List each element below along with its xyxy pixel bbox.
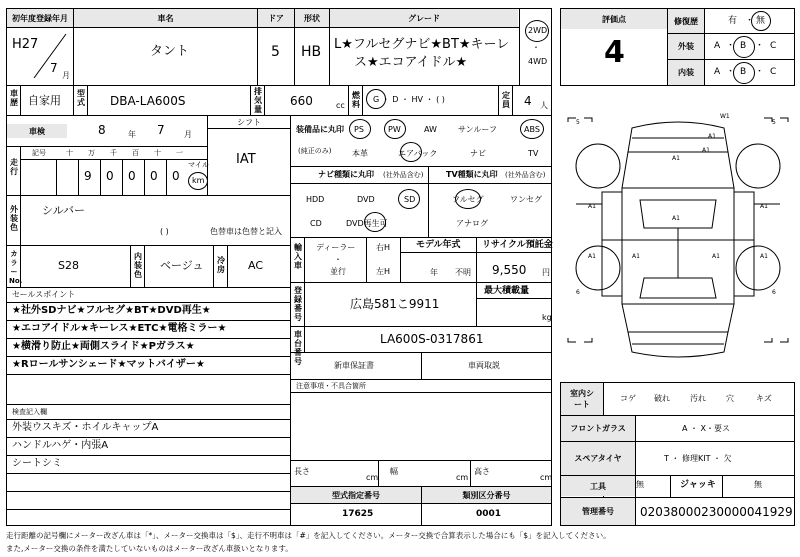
wheel-number-fr: 5 xyxy=(772,119,776,126)
inspection-month-unit: 月 xyxy=(184,130,192,139)
mileage-unit-km: km xyxy=(192,176,205,185)
navi-label: ナビ種類に丸印 xyxy=(318,170,374,179)
mileage-h5: 十 xyxy=(154,149,161,157)
reg-month: 7 xyxy=(50,61,58,75)
repair-opt-no: 無 xyxy=(756,16,766,26)
footer-line-1: 走行距離の記号欄にメーター改ざん車は「*」、メーター交換車は「$」、走行不明車は「#」を記入してください。メーター交換で合算表示した場合にも「$」を記入してください。 xyxy=(6,531,611,540)
equip-sunroof: サンルーフ xyxy=(458,125,497,134)
ac-label: 冷房 xyxy=(217,256,225,274)
navi-hdd: HDD xyxy=(306,195,325,204)
shift-label: シフト xyxy=(208,116,290,128)
seat-opt-1: 破れ xyxy=(654,394,670,403)
exterior-opt-c: C xyxy=(770,41,777,51)
exterior-dot1: ・ xyxy=(726,41,736,51)
dim-height-unit: cm xyxy=(540,473,553,482)
max-load-label: 最大積載量 xyxy=(484,286,530,296)
color-no-value: S28 xyxy=(58,259,79,272)
inspector-line-3: シートシミ xyxy=(12,458,62,469)
shift-value: IAT xyxy=(236,152,256,167)
inspector-line-1: 外装ウスキズ・ホイルキャップA xyxy=(12,422,159,433)
windshield-options: A ・ X・要ス xyxy=(682,424,731,433)
tv-label: TV種類に丸印 xyxy=(446,170,498,179)
mark-a1: A1 xyxy=(702,147,710,154)
navi-dvdplay: DVD再生可 xyxy=(346,219,388,228)
mileage-h3: 千 xyxy=(110,149,117,157)
jack-value: 無 xyxy=(754,480,762,489)
class-number-value: 0001 xyxy=(476,509,502,519)
inspector-line-2: ハンドルハゲ・内張A xyxy=(12,440,109,451)
inspection-year-unit: 年 xyxy=(128,130,136,139)
exterior-dot2: ・ xyxy=(755,41,765,51)
mark-a1: A1 xyxy=(588,203,596,210)
equip-ps: PS xyxy=(354,125,364,134)
tools-label: 工具 xyxy=(561,476,635,496)
import-right: 右H xyxy=(376,243,391,252)
seat-opt-3: 穴 xyxy=(726,394,734,403)
mileage-digit-1: 9 xyxy=(84,169,92,183)
chassis-label: 車台番号 xyxy=(294,330,302,366)
mileage-h4: 百 xyxy=(132,149,139,157)
color-value: シルバー xyxy=(42,204,85,217)
mileage-unit-mile: マイル xyxy=(188,161,209,169)
model-year-unknown: 不明 xyxy=(455,268,471,277)
chassis-value: LA600S-0317861 xyxy=(380,332,484,346)
car-name-value: タント xyxy=(150,44,190,59)
interior-eval-label: 内装 xyxy=(668,60,704,85)
color-label: 外装色 xyxy=(10,205,18,232)
reg-month-unit: 月 xyxy=(62,71,70,80)
interior-opt-b: B xyxy=(740,67,747,77)
wheel-number-rr: 6 xyxy=(772,289,776,296)
tools-value: 無 xyxy=(636,480,644,489)
seat-label: 室内シート xyxy=(561,383,603,415)
shape-label: 形状 xyxy=(295,9,329,27)
recycle-value: 9,550 xyxy=(492,263,527,277)
equip-aw: AW xyxy=(424,125,437,134)
import-dot: ・ xyxy=(334,255,342,264)
notes-label: 注意事項・不具合箇所 xyxy=(296,382,366,390)
fuel-label: 燃料 xyxy=(352,91,360,109)
dim-height-label: 高さ xyxy=(474,467,490,476)
equip-pw: PW xyxy=(388,125,401,134)
use-label: 車歴 xyxy=(10,89,18,107)
spare-options: T ・ 修理KIT ・ 欠 xyxy=(664,454,732,463)
interior-label: 内装色 xyxy=(134,252,142,279)
wheel-number-fl: 5 xyxy=(576,119,580,126)
repair-opt-yes: 有 xyxy=(728,16,738,26)
grade-line1: L★フルセグナビ★BT★キーレ xyxy=(334,37,510,52)
navi-sd: SD xyxy=(404,195,416,204)
capacity-label: 定員 xyxy=(502,91,510,109)
dim-width-unit: cm xyxy=(456,473,469,482)
warranty-manual: 車両取説 xyxy=(468,361,500,370)
repair-dot: ・ xyxy=(745,16,755,26)
capacity-value: 4 xyxy=(524,94,532,108)
import-left: 左H xyxy=(376,267,391,276)
mark-a1: A1 xyxy=(672,215,680,222)
mileage-h2: 万 xyxy=(88,149,95,157)
mileage-digit-4: 0 xyxy=(150,169,158,183)
equip-navi: ナビ xyxy=(470,149,486,158)
dim-width-label: 幅 xyxy=(390,467,398,476)
tv-sub: (社外品含む) xyxy=(505,171,546,179)
drive-2wd: 2WD xyxy=(528,26,548,35)
sales-line-1: ★社外SDナビ★フルセグ★BT★DVD再生★ xyxy=(12,305,211,316)
model-year-unit: 年 xyxy=(430,268,438,277)
sales-points-label: セールスポイント xyxy=(12,290,76,299)
exterior-opt-b: B xyxy=(740,41,747,51)
grade-label: グレード xyxy=(330,9,518,27)
interior-dot2: ・ xyxy=(755,67,765,77)
import-label: 輸入車 xyxy=(294,243,302,270)
interior-value: ベージュ xyxy=(160,259,204,272)
color-no-label: カラーNo. xyxy=(9,250,23,285)
car-name-label: 車名 xyxy=(74,9,257,27)
inspection-month: 7 xyxy=(157,123,165,137)
mark-a1: A1 xyxy=(708,133,716,140)
mark-a1: A1 xyxy=(588,253,596,260)
equip-abs: ABS xyxy=(524,125,540,134)
mark-a1: A1 xyxy=(632,253,640,260)
mileage-label: 走行 xyxy=(10,158,18,176)
interior-dot1: ・ xyxy=(726,67,736,77)
navi-cd: CD xyxy=(310,219,322,228)
control-label: 管理番号 xyxy=(561,498,635,525)
seat-opt-0: コゲ xyxy=(620,394,636,403)
recycle-label: リサイクル預託金 xyxy=(482,240,553,250)
evaluation-score: 4 xyxy=(604,35,625,70)
capacity-unit: 人 xyxy=(540,101,548,110)
type-designation-label: 型式指定番号 xyxy=(291,487,421,503)
inspection-label: 車検 xyxy=(7,124,67,138)
interior-opt-a: A xyxy=(714,67,721,77)
mark-w1: W1 xyxy=(720,113,730,120)
color-note-paren: ( ) xyxy=(160,227,169,236)
displacement-unit: cc xyxy=(336,101,345,110)
import-parallel: 並行 xyxy=(330,267,346,276)
seat-opt-4: キズ xyxy=(756,394,772,403)
dim-length-label: 長さ xyxy=(294,467,310,476)
control-value: 02038000230000041929 xyxy=(640,505,793,519)
model-label: 型式 xyxy=(77,89,85,107)
reg-era: H27 xyxy=(12,37,39,52)
equipment-label: 装備品に丸印 xyxy=(296,125,344,134)
mileage-h0: 記号 xyxy=(32,149,46,157)
tv-oneseg: ワンセグ xyxy=(510,195,542,204)
evaluation-label: 評価点 xyxy=(561,9,667,29)
type-designation-value: 17625 xyxy=(342,509,374,519)
car-damage-diagram xyxy=(562,108,794,370)
color-note: 色替車は色替と記入 xyxy=(210,227,282,236)
mark-a1: A1 xyxy=(712,253,720,260)
drive-4wd: 4WD xyxy=(528,57,548,66)
sales-line-2: ★エコアイドル★キーレス★ETC★電格ミラー★ xyxy=(12,323,227,334)
model-value: DBA-LA600S xyxy=(110,94,186,108)
drive-dot: ・ xyxy=(532,43,540,52)
class-number-label: 類別区分番号 xyxy=(422,487,551,503)
equipment-sub: (純正のみ) xyxy=(298,147,332,155)
footer-line-2: また,メーター交換の条件を満たしていないものはメーター改ざん車扱いとなります。 xyxy=(6,544,293,553)
door-label: ドア xyxy=(258,9,294,27)
equip-airbag: エアバック xyxy=(398,149,438,158)
displacement-label: 排気量 xyxy=(254,87,262,114)
max-load-unit: kg xyxy=(542,313,552,322)
mileage-h6: 一 xyxy=(176,149,183,157)
navi-sub: (社外品含む) xyxy=(383,171,424,179)
wheel-number-rl: 6 xyxy=(576,289,580,296)
reg-year-label: 初年度登録年月 xyxy=(7,9,73,27)
navi-dvd: DVD xyxy=(357,195,375,204)
interior-opt-c: C xyxy=(770,67,777,77)
shape-value: HB xyxy=(301,44,322,60)
equip-tv: TV xyxy=(528,149,539,158)
grade-line2: ス★エコアイドル★ xyxy=(354,55,468,70)
dim-length-unit: cm xyxy=(366,473,379,482)
doors-value: 5 xyxy=(271,44,280,60)
inspection-year: 8 xyxy=(98,123,106,137)
mileage-digit-2: 0 xyxy=(106,169,114,183)
displacement-value: 660 xyxy=(290,94,313,108)
spare-label: スペアタイヤ xyxy=(561,442,635,475)
sales-line-4: ★Rロールサンシェード★マットバイザー★ xyxy=(12,359,205,370)
sales-line-3: ★横滑り防止★両側スライド★Pガラス★ xyxy=(12,341,195,352)
exterior-label: 外装 xyxy=(668,34,704,59)
use-value: 自家用 xyxy=(28,94,61,107)
mark-a1: A1 xyxy=(760,203,768,210)
mark-a1: A1 xyxy=(672,155,680,162)
inspector-label: 検査記入欄 xyxy=(12,408,47,416)
import-dealer: ディーラー xyxy=(316,243,356,252)
seat-opt-2: 汚れ xyxy=(690,394,706,403)
mileage-digit-5: 0 xyxy=(172,169,180,183)
warranty-new-car: 新車保証書 xyxy=(334,361,374,370)
tv-analog: アナログ xyxy=(456,219,488,228)
model-year-label: モデル年式 xyxy=(416,240,461,250)
exterior-opt-a: A xyxy=(714,41,721,51)
equip-leather: 本革 xyxy=(352,149,368,158)
jack-label: ジャッキ xyxy=(680,480,716,490)
repair-label: 修復歴 xyxy=(668,9,704,33)
mark-a1: A1 xyxy=(760,253,768,260)
registration-label: 登録番号 xyxy=(294,286,302,322)
ac-value: AC xyxy=(248,259,264,272)
mileage-h1: 十 xyxy=(66,149,73,157)
registration-value: 広島581こ9911 xyxy=(350,297,440,311)
mileage-digit-3: 0 xyxy=(128,169,136,183)
fuel-options: G ・ D ・ HV ・ ( ) xyxy=(373,95,445,104)
windshield-label: フロントガラス xyxy=(561,416,635,441)
tv-fullseg: フルセグ xyxy=(452,195,484,204)
recycle-unit: 円 xyxy=(542,268,550,277)
